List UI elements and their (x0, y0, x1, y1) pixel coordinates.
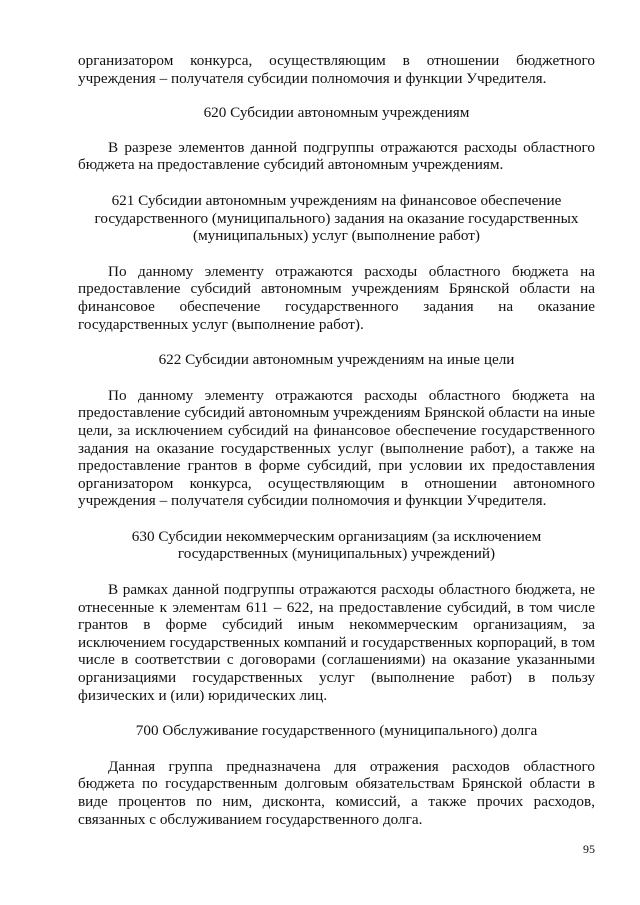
section-body-621: По данному элементу отражаются расходы областного бюджета на предоставление субсидий автономным учреждениям Брянской области на финансовое обеспечение государственного задания на оказание государственных услуг (выполнение работ). (78, 262, 595, 333)
section-body-700: Данная группа предназначена для отражения расходов областного бюджета по государственным долговым обязательствам Брянской области в виде процентов по ним, дисконта, комиссий, а также прочих расходов, связанных с обслуживанием государственного долга. (78, 757, 595, 828)
section-body-620: В разрезе элементов данной подгруппы отражаются расходы областного бюджета на предоставление субсидий автономным учреждениям. (78, 138, 595, 174)
continuation-paragraph: организатором конкурса, осуществляющим в отношении бюджетного учреждения – получателя субсидии полномочия и функции Учредителя. (78, 52, 595, 87)
section-heading-630: 630 Субсидии некоммерческим организациям (за исключением государственных (муниципальных) учреждений) (131, 527, 542, 563)
document-page (78, 52, 595, 828)
page-number: 95 (583, 842, 595, 856)
section-heading-621: 621 Субсидии автономным учреждениям на финансовое обеспечение государственного (муниципального) задания на оказание государственных (муниципальных) услуг (выполнение работ) (94, 191, 579, 245)
section-heading-622: 622 Субсидии автономным учреждениям на иные цели (158, 351, 515, 369)
section-heading-620: 620 Субсидии автономным учреждениям (203, 104, 470, 122)
section-body-630: В рамках данной подгруппы отражаются расходы областного бюджета, не отнесенные к элементам 611 – 622, на предоставление субсидий, в том числе грантов в форме субсидий иным некоммерческим организациям, за исключением государственных компаний и государственных корпораций, в том числе в соответствии с договорами (соглашениями) на оказание указанными организациями государственных услуг (выполнение работ) в пользу физических и (или) юридических лиц. (78, 581, 595, 704)
section-heading-700: 700 Обслуживание государственного (муниципального) долга (135, 722, 538, 740)
section-body-622: По данному элементу отражаются расходы областного бюджета на предоставление субсидий автономным учреждениям Брянской области на иные цели, за исключением субсидий на финансовое обеспечение государственного задания на оказание государственных услуг (выполнение работ), а также на предоставление грантов в форме субсидий, при условии их предоставления организатором конкурса, осуществляющим в отношении автономного учреждения – получателя субсидии полномочия и функции Учредителя. (78, 386, 595, 510)
